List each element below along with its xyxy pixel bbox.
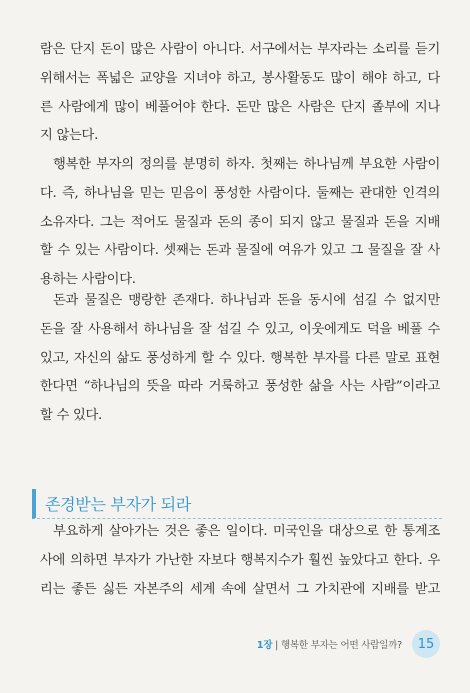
text-line: 람은 단지 돈이 많은 사람이 아니다. 서구에서는 부자라는 소리를 듣기: [40, 42, 440, 57]
paragraph-2: [40, 151, 440, 295]
text-line: 사에 의하면 부자가 가난한 자보다 행복지수가 훨씬 높았다고 한다. 우: [40, 552, 440, 568]
text-line: 리는 좋든 싫든 자본주의 세계 속에 살면서 그 가치관에 지배를 받고: [40, 581, 440, 597]
text-line: 부요하게 살아가는 것은 좋은 일이다. 미국인을 대상으로 한 통계조: [53, 524, 440, 539]
page-footer: [257, 630, 440, 658]
section-heading: [32, 489, 442, 519]
text-line: 다. 즉, 하나님을 믿는 믿음이 풍성한 사람이다. 둘째는 관대한 인격의: [40, 185, 440, 201]
section-heading-title: 존경받는 부자가 되라: [45, 495, 191, 514]
text-line: 위해서는 폭넓은 교양을 지녀야 하고, 봉사활동도 많이 해야 하고, 다: [40, 70, 440, 86]
paragraph-1: [40, 36, 440, 151]
footer-separator: |: [275, 640, 279, 651]
paragraph-4: [40, 518, 440, 604]
text-line: 용하는 사람이다.: [40, 272, 136, 288]
running-footer: [257, 637, 402, 651]
text-line: 돈과 물질은 맹랑한 존재다. 하나님과 돈을 동시에 섬길 수 없지만: [53, 293, 440, 308]
text-line: 돈을 잘 사용해서 하나님을 잘 섬길 수 있고, 이웃에게도 덕을 베풀 수: [40, 321, 440, 337]
paragraph-3: [40, 287, 440, 431]
text-line: 할 수 있다.: [40, 408, 102, 424]
text-line: 한다면 “하나님의 뜻을 따라 거룩하고 풍성한 삶을 사는 사람”이라고: [40, 379, 440, 395]
text-line: 소유자다. 그는 적어도 물질과 돈의 종이 되지 않고 물질과 돈을 지배: [40, 214, 440, 230]
text-line: 른 사람에게 많이 베풀어야 한다. 돈만 많은 사람은 단지 졸부에 지나: [40, 99, 440, 115]
text-line: 지 않는다.: [40, 128, 99, 144]
page-number: 15: [412, 630, 440, 658]
chapter-label: 1장: [256, 640, 273, 651]
text-line: 할 수 있는 사람이다. 셋째는 돈과 물질에 여유가 있고 그 물질을 잘 사: [40, 243, 440, 259]
chapter-title: 행복한 부자는 어떤 사람일까?: [280, 640, 402, 651]
text-line: 있고, 자신의 삶도 풍성하게 할 수 있다. 행복한 부자를 다른 말로 표현: [40, 350, 440, 366]
text-line: 행복한 부자의 정의를 분명히 하자. 첫째는 하나님께 부요한 사람이: [53, 157, 440, 172]
